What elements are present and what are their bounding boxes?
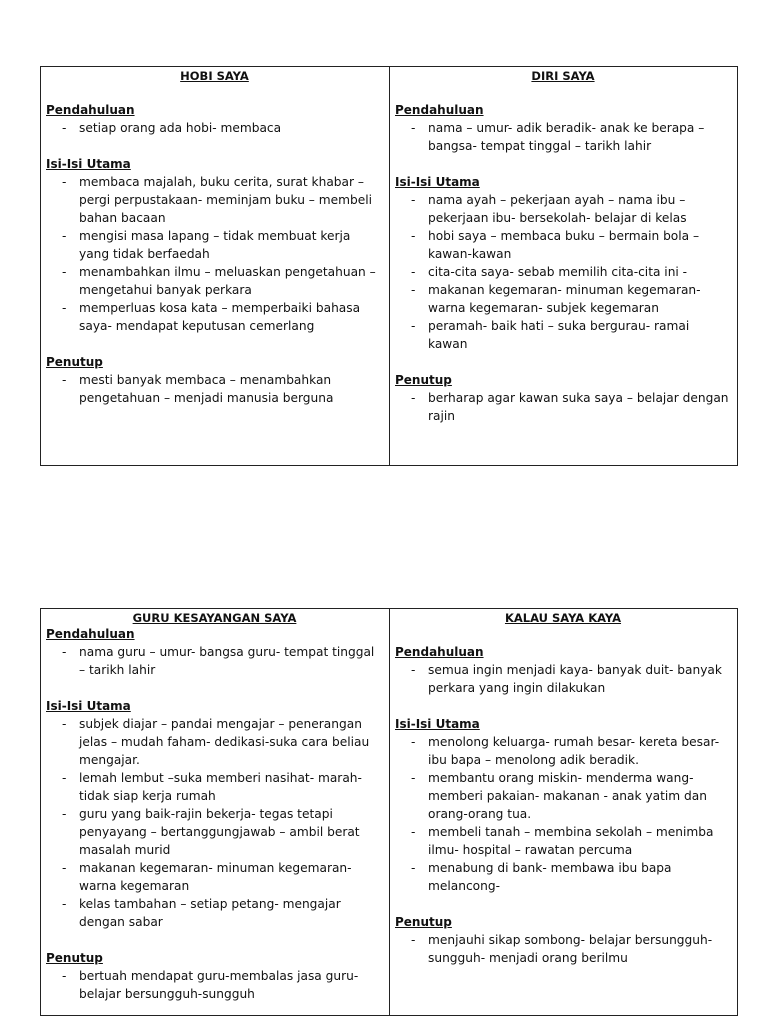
list-item: - nama ayah – pekerjaan ayah – nama ibu – pekerjaan ibu- bersekolah- belajar di kelas (395, 191, 731, 227)
list-item: - peramah- baik hati – suka bergurau- ramai kawan (395, 317, 731, 353)
section-heading-penutup: Penutup (46, 355, 103, 369)
list-item: - subjek diajar – pandai mengajar – penerangan jelas – mudah faham- dedikasi-suka cara beliau mengajar. (46, 715, 383, 769)
list-item: - makanan kegemaran- minuman kegemaran- warna kegemaran- subjek kegemaran (395, 281, 731, 317)
list-item: - cita-cita saya- sebab memilih cita-cita ini - (395, 263, 731, 281)
list-item: - berharap agar kawan suka saya – belajar dengan rajin (395, 389, 731, 425)
bullet-list (46, 715, 383, 931)
bullet-list (395, 931, 731, 967)
section-heading-penutup: Penutup (395, 915, 452, 929)
bullet-list (46, 371, 383, 407)
list-item: - mesti banyak membaca – menambahkan pengetahuan – menjadi manusia berguna (46, 371, 383, 407)
bullet-list (46, 173, 383, 335)
section-heading-penutup: Penutup (395, 373, 452, 387)
list-item: - membantu orang miskin- menderma wang- memberi pakaian- makanan - anak yatim dan orang-orang tua. (395, 769, 731, 823)
bullet-list (46, 119, 383, 137)
cell-kalau-saya-kaya (389, 609, 737, 1015)
bullet-list (395, 191, 731, 353)
cell-title: KALAU SAYA KAYA (504, 611, 622, 625)
list-item: - semua ingin menjadi kaya- banyak duit- banyak perkara yang ingin dilakukan (395, 661, 731, 697)
list-item: - bertuah mendapat guru-membalas jasa guru-belajar bersungguh-sungguh (46, 967, 383, 1003)
section-heading-pendahuluan: Pendahuluan (395, 645, 484, 659)
list-item: - guru yang baik-rajin bekerja- tegas tetapi penyayang – bertanggungjawab – ambil berat masalah murid (46, 805, 383, 859)
cell-title: DIRI SAYA (531, 69, 595, 83)
bullet-list (395, 661, 731, 697)
section-heading-pendahuluan: Pendahuluan (46, 627, 135, 641)
list-item: - lemah lembut –suka memberi nasihat- marah-tidak siap kerja rumah (46, 769, 383, 805)
section-heading-isi-utama: Isi-Isi Utama (395, 175, 480, 189)
bullet-list (395, 733, 731, 895)
cell-guru-kesayangan-saya (41, 609, 389, 1015)
list-item: - menjauhi sikap sombong- belajar bersungguh-sungguh- menjadi orang berilmu (395, 931, 731, 967)
list-item: - setiap orang ada hobi- membaca (46, 119, 383, 137)
bullet-list (46, 967, 383, 1003)
list-item: - menambahkan ilmu – meluaskan pengetahuan – mengetahui banyak perkara (46, 263, 383, 299)
list-item: - menabung di bank- membawa ibu bapa melancong- (395, 859, 731, 895)
outline-table-1 (40, 66, 738, 466)
bullet-list (46, 643, 383, 679)
list-item: - menolong keluarga- rumah besar- kereta besar- ibu bapa – menolong adik beradik. (395, 733, 731, 769)
cell-title: HOBI SAYA (180, 69, 249, 83)
section-heading-pendahuluan: Pendahuluan (395, 103, 484, 117)
list-item: - kelas tambahan – setiap petang- mengajar dengan sabar (46, 895, 383, 931)
list-item: - membaca majalah, buku cerita, surat khabar – pergi perpustakaan- meminjam buku – membeli bahan bacaan (46, 173, 383, 227)
list-item: - hobi saya – membaca buku – bermain bola – kawan-kawan (395, 227, 731, 263)
list-item: - makanan kegemaran- minuman kegemaran- warna kegemaran (46, 859, 383, 895)
list-item: - nama guru – umur- bangsa guru- tempat tinggal – tarikh lahir (46, 643, 383, 679)
list-item: - mengisi masa lapang – tidak membuat kerja yang tidak berfaedah (46, 227, 383, 263)
list-item: - memperluas kosa kata – memperbaiki bahasa saya- mendapat keputusan cemerlang (46, 299, 383, 335)
bullet-list (395, 389, 731, 425)
section-heading-pendahuluan: Pendahuluan (46, 103, 135, 117)
section-heading-isi-utama: Isi-Isi Utama (395, 717, 480, 731)
section-heading-isi-utama: Isi-Isi Utama (46, 157, 131, 171)
section-heading-penutup: Penutup (46, 951, 103, 965)
cell-title: GURU KESAYANGAN SAYA (132, 611, 297, 625)
bullet-list (395, 119, 731, 155)
outline-table-2 (40, 608, 738, 1016)
cell-diri-saya (389, 67, 737, 465)
cell-hobi-saya (41, 67, 389, 465)
list-item: - nama – umur- adik beradik- anak ke berapa – bangsa- tempat tinggal – tarikh lahir (395, 119, 731, 155)
list-item: - membeli tanah – membina sekolah – menimba ilmu- hospital – rawatan percuma (395, 823, 731, 859)
section-heading-isi-utama: Isi-Isi Utama (46, 699, 131, 713)
